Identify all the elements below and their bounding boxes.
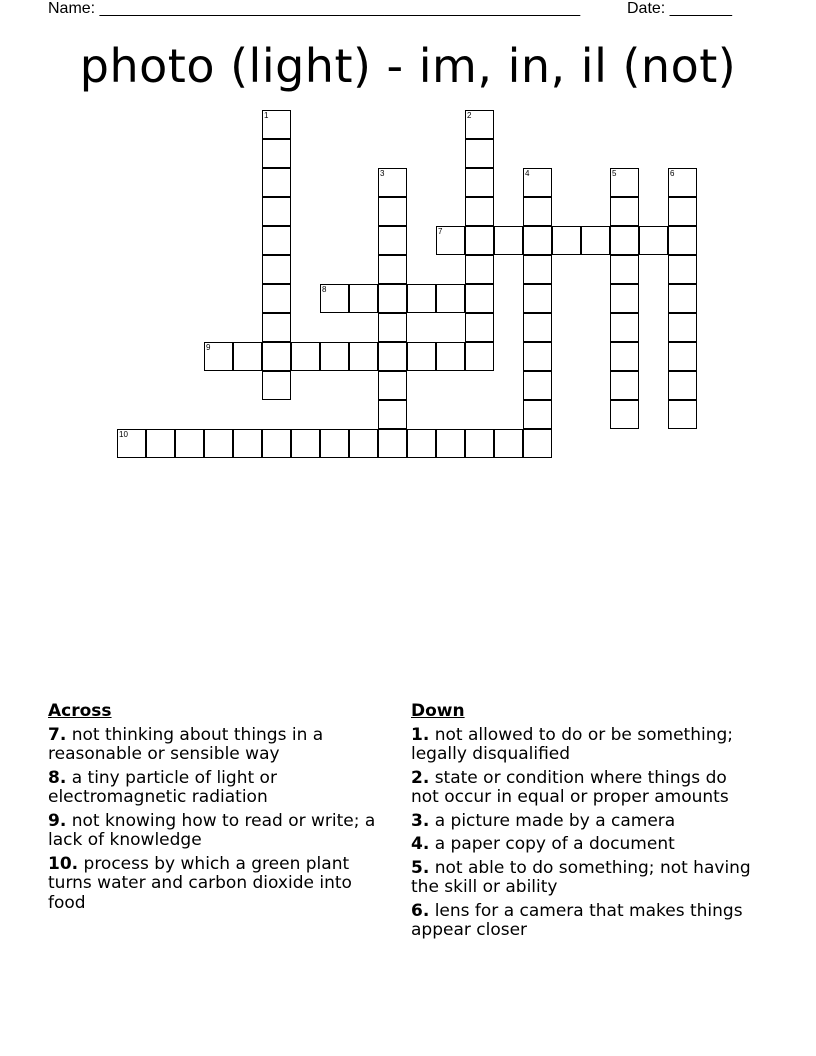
grid-cell[interactable] [610,371,639,400]
grid-cell[interactable] [233,342,262,371]
name-field[interactable]: Name: ______________________________________________________ [48,0,581,17]
grid-cell[interactable] [175,429,204,458]
puzzle-title: photo (light) - im, in, il (not) [79,39,737,93]
grid-cell[interactable] [262,371,291,400]
clue-number: 7. [48,724,67,745]
grid-cell[interactable] [320,284,349,313]
down-clue-5 [411,859,756,898]
across-clue-10 [48,855,393,914]
clue-text: process by which a green plant turns water and carbon dioxide into food [48,853,352,913]
grid-cell[interactable] [465,139,494,168]
grid-cell[interactable] [436,429,465,458]
grid-cell[interactable] [146,429,175,458]
cell-number: 8 [322,285,327,294]
grid-cell[interactable] [581,226,610,255]
grid-cell[interactable] [668,371,697,400]
clue-number: 10. [48,853,79,874]
cell-number: 3 [380,169,385,178]
clue-number: 4. [411,834,430,854]
grid-cell[interactable] [639,226,668,255]
grid-cell[interactable] [378,342,407,371]
across-clues [48,702,393,917]
grid-cell[interactable] [465,429,494,458]
grid-cell[interactable] [523,400,552,429]
grid-cell[interactable] [378,197,407,226]
grid-cell[interactable] [349,429,378,458]
grid-cell[interactable] [610,255,639,284]
grid-cell[interactable] [291,429,320,458]
across-clue-8 [48,769,393,808]
grid-cell[interactable] [523,168,552,197]
grid-cell[interactable] [668,226,697,255]
grid-cell[interactable] [262,197,291,226]
grid-cell[interactable] [610,226,639,255]
grid-cell[interactable] [378,255,407,284]
grid-cell[interactable] [523,313,552,342]
grid-cell[interactable] [465,342,494,371]
grid-cell[interactable] [262,342,291,371]
down-heading: Down [411,701,465,721]
grid-cell[interactable] [465,110,494,139]
down-clue-4 [411,835,756,855]
grid-cell[interactable] [436,342,465,371]
grid-cell[interactable] [523,284,552,313]
grid-cell[interactable] [668,342,697,371]
grid-cell[interactable] [204,429,233,458]
grid-cell[interactable] [610,284,639,313]
grid-cell[interactable] [465,284,494,313]
across-clue-9 [48,812,393,851]
grid-cell[interactable] [407,429,436,458]
grid-cell[interactable] [262,110,291,139]
cell-number: 4 [525,169,530,178]
grid-cell[interactable] [378,400,407,429]
grid-cell[interactable] [494,226,523,255]
cell-number: 10 [119,430,128,439]
grid-cell[interactable] [610,400,639,429]
grid-cell[interactable] [523,429,552,458]
clue-number: 1. [411,724,430,745]
grid-cell[interactable] [407,284,436,313]
clue-text: state or condition where things do not occur in equal or proper amounts [411,767,729,807]
grid-cell[interactable] [668,313,697,342]
grid-cell[interactable] [523,255,552,284]
grid-cell[interactable] [378,429,407,458]
date-field[interactable]: Date: _______ [627,0,732,17]
grid-cell[interactable] [378,226,407,255]
down-clue-2 [411,769,756,808]
grid-cell[interactable] [320,429,349,458]
grid-cell[interactable] [349,284,378,313]
grid-cell[interactable] [204,342,233,371]
clue-number: 3. [411,810,430,831]
clue-text: not allowed to do or be something; legally disqualified [411,724,734,764]
grid-cell[interactable] [465,313,494,342]
clue-text: lens for a camera that makes things appear closer [411,900,743,940]
grid-cell[interactable] [523,197,552,226]
grid-cell[interactable] [523,371,552,400]
grid-cell[interactable] [262,255,291,284]
clue-text: a paper copy of a document [429,834,675,854]
clue-text: not knowing how to read or write; a lack of knowledge [48,810,376,850]
clue-text: not thinking about things in a reasonable or sensible way [48,724,324,764]
grid-cell[interactable] [465,226,494,255]
grid-cell[interactable] [233,429,262,458]
grid-cell[interactable] [668,255,697,284]
cell-number: 5 [612,169,617,178]
cell-number: 7 [438,227,443,236]
grid-cell[interactable] [465,197,494,226]
down-clues [411,702,756,945]
cell-number: 6 [670,169,675,178]
cell-number: 9 [206,343,211,352]
grid-cell[interactable] [465,255,494,284]
clue-text: not able to do something; not having the skill or ability [411,857,751,897]
clue-number: 9. [48,810,67,831]
clue-number: 2. [411,767,430,788]
grid-cell[interactable] [668,400,697,429]
grid-cell[interactable] [378,371,407,400]
down-clue-1 [411,726,756,765]
grid-cell[interactable] [262,313,291,342]
across-clue-7 [48,726,393,765]
grid-cell[interactable] [436,284,465,313]
grid-cell[interactable] [349,342,378,371]
grid-cell[interactable] [523,342,552,371]
grid-cell[interactable] [378,168,407,197]
grid-cell[interactable] [436,226,465,255]
cell-number: 2 [467,111,472,120]
crossword-grid [0,0,816,470]
down-clue-3 [411,812,756,832]
clue-number: 5. [411,857,430,878]
grid-cell[interactable] [407,342,436,371]
grid-cell[interactable] [117,429,146,458]
clue-number: 6. [411,900,430,921]
clue-number: 8. [48,767,67,788]
grid-cell[interactable] [378,313,407,342]
grid-cell[interactable] [668,168,697,197]
grid-cell[interactable] [610,197,639,226]
grid-cell[interactable] [262,139,291,168]
grid-cell[interactable] [610,342,639,371]
grid-cell[interactable] [465,168,494,197]
grid-cell[interactable] [552,226,581,255]
grid-cell[interactable] [494,429,523,458]
grid-cell[interactable] [262,284,291,313]
grid-cell[interactable] [610,168,639,197]
grid-cell[interactable] [610,313,639,342]
grid-cell[interactable] [320,342,349,371]
clue-text: a tiny particle of light or electromagnetic radiation [48,767,277,807]
down-clue-6 [411,902,756,941]
cell-number: 1 [264,111,269,120]
clue-text: a picture made by a camera [429,810,676,831]
grid-cell[interactable] [262,226,291,255]
grid-cell[interactable] [262,429,291,458]
grid-cell[interactable] [291,342,320,371]
grid-cell[interactable] [668,197,697,226]
grid-cell[interactable] [262,168,291,197]
grid-cell[interactable] [523,226,552,255]
grid-cell[interactable] [378,284,407,313]
across-heading: Across [48,701,112,721]
grid-cell[interactable] [668,284,697,313]
